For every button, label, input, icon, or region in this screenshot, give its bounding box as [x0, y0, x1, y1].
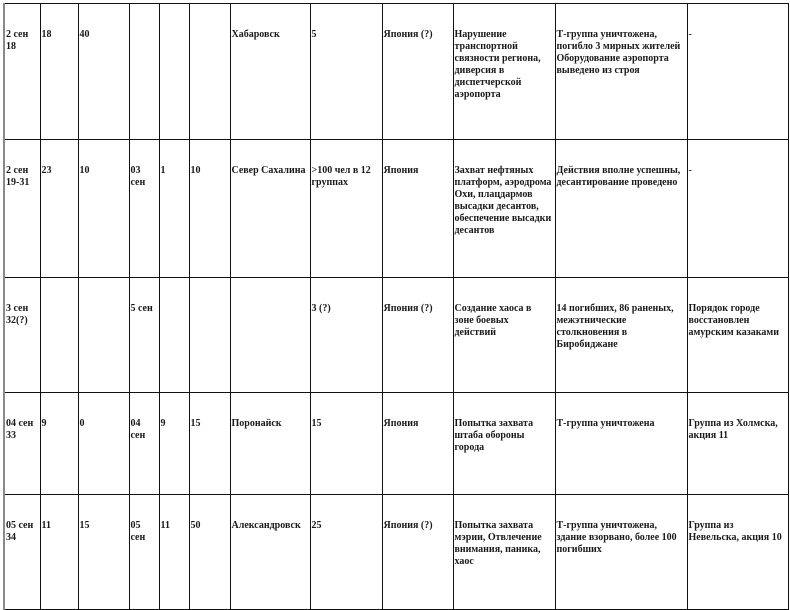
cell-objective: Нарушение транспортной связности региона, диверсия в диспетчерской аэропорта	[453, 4, 555, 140]
cell-notes: Группа из Невельска, акция 10	[687, 495, 788, 610]
cell-col3	[78, 278, 129, 393]
cell-col3: 15	[78, 495, 129, 610]
incidents-table	[3, 3, 789, 610]
cell-location: Хабаровск	[230, 4, 310, 140]
cell-date-number: 04 сен 33	[4, 393, 40, 495]
cell-side: Япония (?)	[382, 495, 453, 610]
document-page	[3, 3, 787, 567]
cell-col6: 15	[189, 393, 230, 495]
cell-col2: 11	[40, 495, 78, 610]
cell-col6	[189, 4, 230, 140]
table-row	[4, 278, 788, 393]
cell-col2: 9	[40, 393, 78, 495]
cell-objective: Захват нефтяных платформ, аэродрома Охи, плацдармов высадки десантов, обеспечение высадки десантов	[453, 140, 555, 278]
cell-objective: Попытка захвата штаба обороны города	[453, 393, 555, 495]
cell-result: 14 погибших, 86 раненых, межэтнические столкновения в Биробиджане	[555, 278, 687, 393]
cell-notes: -	[687, 140, 788, 278]
cell-strength: 25	[310, 495, 382, 610]
cell-col4: 05 сен	[129, 495, 159, 610]
cell-side: Япония (?)	[382, 278, 453, 393]
cell-notes: Порядок городе восстановлен амурским казаками	[687, 278, 788, 393]
cell-strength: 15	[310, 393, 382, 495]
cell-strength: 3 (?)	[310, 278, 382, 393]
cell-col5: 9	[159, 393, 189, 495]
cell-col5: 1	[159, 140, 189, 278]
table-row	[4, 140, 788, 278]
cell-strength: 5	[310, 4, 382, 140]
cell-col3: 40	[78, 4, 129, 140]
cell-result: Т-группа уничтожена, погибло 3 мирных жителей Оборудование аэропорта выведено из строя	[555, 4, 687, 140]
cell-col6: 50	[189, 495, 230, 610]
cell-result: Т-группа уничтожена, здание взорвано, более 100 погибших	[555, 495, 687, 610]
cell-location: Поронайск	[230, 393, 310, 495]
cell-location: Александровск	[230, 495, 310, 610]
cell-col2: 18	[40, 4, 78, 140]
cell-result: Т-группа уничтожена	[555, 393, 687, 495]
cell-col3: 0	[78, 393, 129, 495]
cell-col4: 04 сен	[129, 393, 159, 495]
cell-col2: 23	[40, 140, 78, 278]
cell-col5: 11	[159, 495, 189, 610]
cell-location	[230, 278, 310, 393]
cell-side: Япония	[382, 393, 453, 495]
cell-date-number: 3 сен 32(?)	[4, 278, 40, 393]
cell-col6: 10	[189, 140, 230, 278]
cell-col2	[40, 278, 78, 393]
cell-side: Япония	[382, 140, 453, 278]
cell-notes: Группа из Холмска, акция 11	[687, 393, 788, 495]
cell-col6	[189, 278, 230, 393]
table-row	[4, 495, 788, 610]
cell-col3: 10	[78, 140, 129, 278]
table-row	[4, 4, 788, 140]
cell-col4: 03 сен	[129, 140, 159, 278]
cell-objective: Попытка захвата мэрии, Отвлечение внимания, паника, хаос	[453, 495, 555, 610]
cell-result: Действия вполне успешны, десантирование проведено	[555, 140, 687, 278]
table-row	[4, 393, 788, 495]
cell-col4	[129, 4, 159, 140]
cell-col5	[159, 4, 189, 140]
cell-strength: >100 чел в 12 группах	[310, 140, 382, 278]
cell-date-number: 2 сен 19-31	[4, 140, 40, 278]
cell-notes: -	[687, 4, 788, 140]
cell-location: Север Сахалина	[230, 140, 310, 278]
cell-col5	[159, 278, 189, 393]
cell-col4: 5 сен	[129, 278, 159, 393]
cell-date-number: 05 сен 34	[4, 495, 40, 610]
cell-date-number: 2 сен 18	[4, 4, 40, 140]
cell-side: Япония (?)	[382, 4, 453, 140]
cell-objective: Создание хаоса в зоне боевых действий	[453, 278, 555, 393]
